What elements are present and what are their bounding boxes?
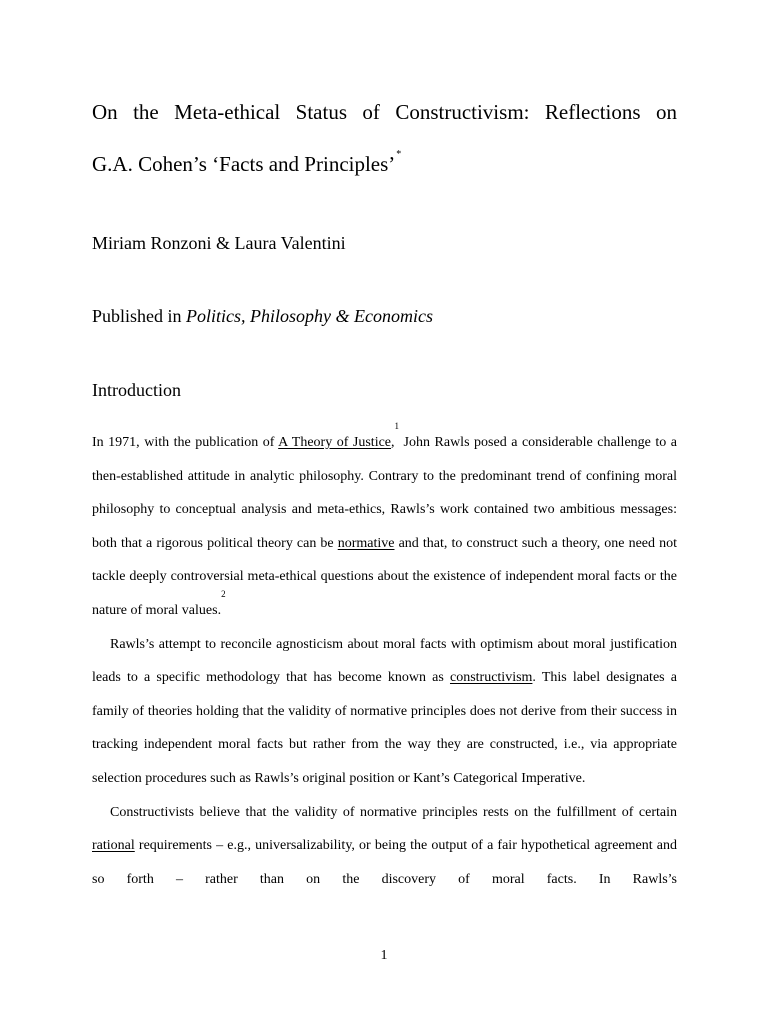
- title-word: on: [655, 100, 677, 124]
- text-run: . This label designates a family of theories holding that the validity of normative principles does not derive from their success in tracking independent moral facts but rather from the way they are constructed, i.e., via appropriate selection procedures such as Rawls’s original position or Kant’s Categorical Imperative.: [92, 670, 677, 786]
- book-title: A Theory of Justice: [278, 435, 392, 450]
- emphasized-term: rational: [92, 838, 135, 854]
- footnote-ref-1[interactable]: 1: [394, 421, 400, 431]
- body-text: [92, 421, 678, 896]
- authors: Miriam Ronzoni & Laura Valentini: [92, 233, 346, 253]
- published-prefix: Published in: [92, 306, 187, 326]
- title-word: Reflections: [544, 100, 641, 124]
- text-run: John Rawls posed a considerable challenge to a then-established attitude in analytic philosophy. Contrary to the predominant trend of confining moral philosophy to conceptual analysis and meta-ethics, Rawls’s work contained two ambitious messages: both that a rigorous political theory can be: [92, 435, 678, 551]
- title-word: Status: [295, 100, 347, 124]
- paragraph: [92, 628, 677, 796]
- emphasized-term: normative: [337, 535, 395, 551]
- footnote-ref-2[interactable]: 2: [221, 588, 226, 599]
- title-word: the: [133, 100, 159, 124]
- emphasized-term: constructivism: [449, 670, 533, 686]
- title-word: Meta-ethical: [174, 100, 281, 124]
- text-run: requirements – e.g., universalizability, or being the output of a fair hypothetical agreement and so forth – rather than on the discovery of moral facts. In Rawls’s: [92, 838, 677, 887]
- paragraph: [92, 796, 677, 897]
- title-line-2: [92, 149, 677, 177]
- title-word: Constructivism:: [395, 100, 530, 124]
- title-word: of: [362, 100, 380, 124]
- title-line-2-text: G.A. Cohen’s ‘Facts and Principles’: [92, 152, 396, 176]
- text-run: ,: [391, 435, 395, 450]
- text-run: and that, to construct such a theory, one need not tackle deeply controversial meta-ethical questions about the existence of independent moral facts or the nature of moral values.: [92, 535, 677, 618]
- page-number: 1: [380, 948, 388, 963]
- text-run: In 1971, with the publication of: [92, 435, 279, 450]
- paragraph: [92, 421, 678, 628]
- text-run: Constructivists believe that the validity of normative principles rests on the fulfillment of certain: [110, 804, 677, 820]
- title-line-1: [92, 100, 677, 125]
- publication-note: [92, 306, 433, 327]
- title-footnote-mark: *: [396, 149, 402, 160]
- text-run: Rawls’s attempt to reconcile agnosticism about moral facts with optimism about moral justification leads to a specific methodology that has become known as: [92, 636, 677, 686]
- title-word: On: [92, 100, 118, 124]
- section-heading: Introduction: [92, 380, 181, 400]
- journal-name: Politics, Philosophy & Economics: [186, 306, 433, 326]
